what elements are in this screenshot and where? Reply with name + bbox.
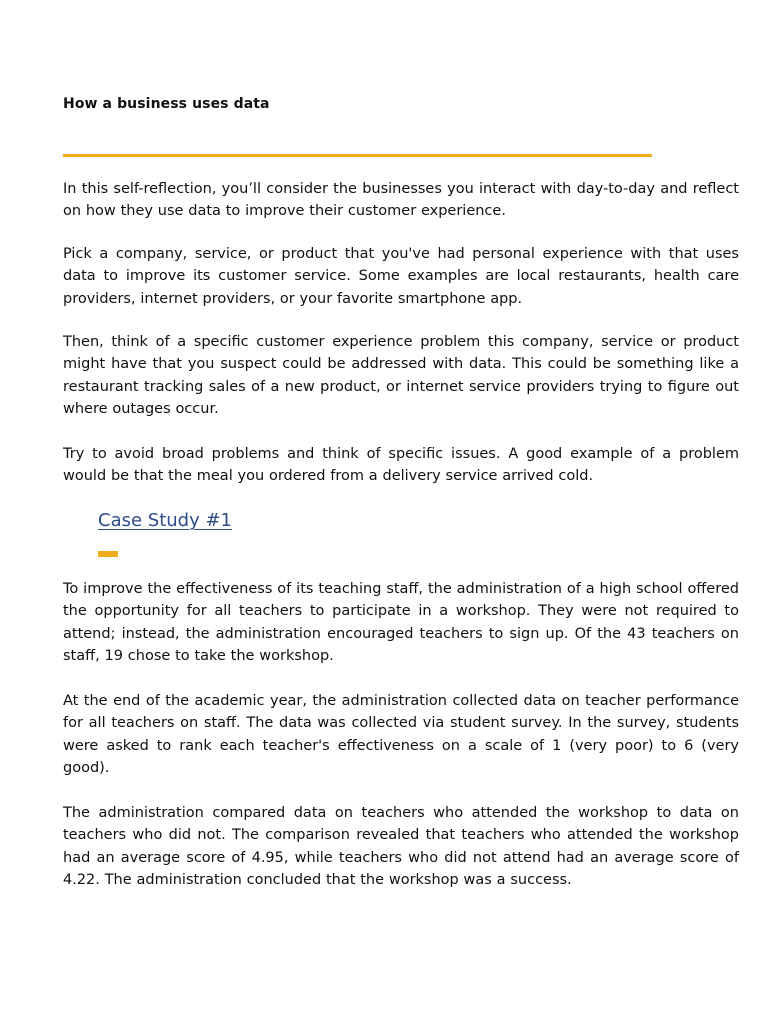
case-study-heading[interactable]: Case Study #1 xyxy=(98,510,232,531)
intro-paragraph: Then, think of a specific customer experience problem this company, service or product might have that you suspect could be addressed with data. This could be something like a restaurant tracking sales of a new product, or internet service providers trying to figure out where outages occur. xyxy=(63,334,739,418)
case-study-paragraph: At the end of the academic year, the administration collected data on teacher performance for all teachers on staff. The data was collected via student survey. In the survey, students were asked to rank each teacher's effectiveness on a scale of 1 (very poor) to 6 (very good). xyxy=(63,693,739,777)
document-title: How a business uses data xyxy=(63,96,270,112)
title-divider xyxy=(63,154,652,157)
intro-paragraph: Try to avoid broad problems and think of specific issues. A good example of a problem would be that the meal you ordered from a delivery service arrived cold. xyxy=(63,446,739,485)
case-study-paragraph: The administration compared data on teachers who attended the workshop to data on teachers who did not. The comparison revealed that teachers who attended the workshop had an average score of 4.95, while teachers who did not attend had an average score of 4.22. The administration concluded that the workshop was a success. xyxy=(63,805,739,889)
case-study-paragraph: To improve the effectiveness of its teaching staff, the administration of a high school offered the opportunity for all teachers to participate in a workshop. They were not required to attend; instead, the administration encouraged teachers to sign up. Of the 43 teachers on staff, 19 chose to take the workshop. xyxy=(63,581,739,665)
case-study-divider xyxy=(98,551,118,557)
intro-paragraph: Pick a company, service, or product that you've had personal experience with that uses data to improve its customer service. Some examples are local restaurants, health care providers, internet providers, or your favorite smartphone app. xyxy=(63,246,739,307)
intro-paragraph: In this self-reflection, you’ll consider the businesses you interact with day-to-day and reflect on how they use data to improve their customer experience. xyxy=(63,181,739,220)
